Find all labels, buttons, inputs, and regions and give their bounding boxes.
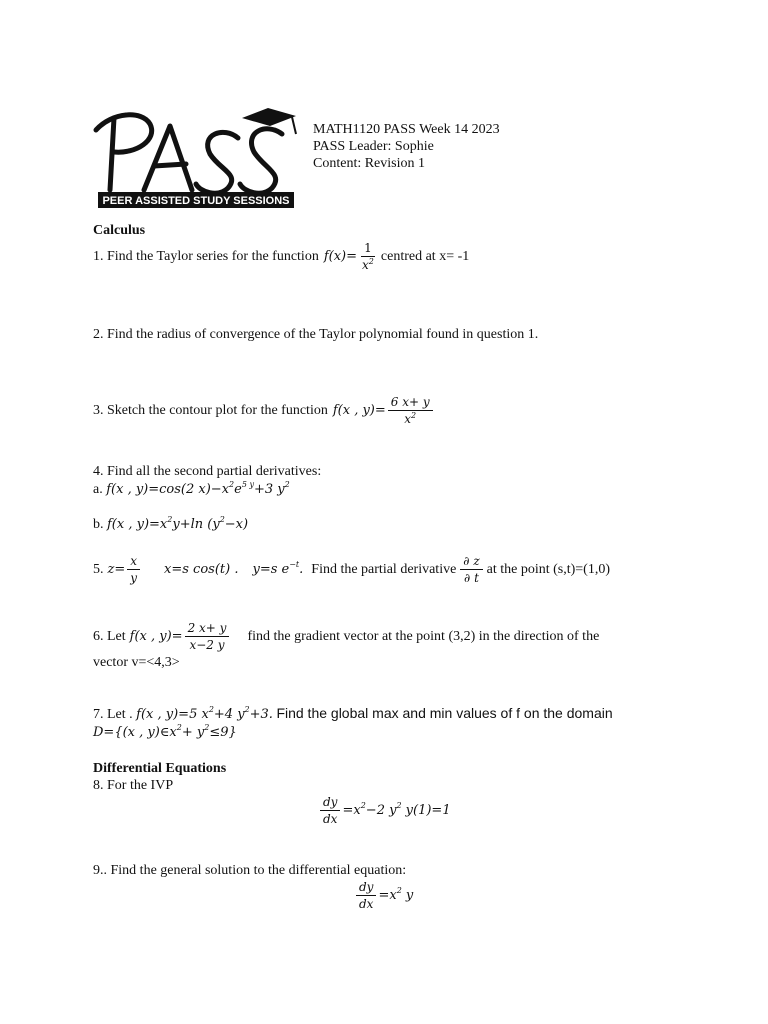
q7-domain-formula: D={(x , $y)\in x^2+ y^2\le 9$} bbox=[93, 723, 237, 740]
question-8-equation bbox=[318, 792, 451, 828]
q8-d-num: dy bbox=[320, 795, 340, 811]
q3-text: 3. Sketch the contour plot for the function bbox=[93, 402, 328, 418]
q3-den: $x^2$ bbox=[404, 410, 417, 426]
q9-d-den: dx bbox=[359, 896, 374, 911]
q5-partial-fraction bbox=[460, 554, 482, 585]
section-calculus: Calculus bbox=[93, 223, 146, 238]
q5-partial-den: ∂ t bbox=[464, 570, 479, 585]
course-title: MATH1120 PASS Week 14 2023 bbox=[313, 122, 500, 137]
q5-partial-num: ∂ z bbox=[460, 554, 482, 570]
q4a-formula: f(x , y)=cos(2 $x)-x^2e^{5 y}+3$ $y^2$ bbox=[106, 480, 290, 497]
question-7 bbox=[93, 705, 613, 723]
question-7-domain bbox=[93, 724, 237, 741]
q6-lhs: f(x , y)= bbox=[129, 628, 183, 644]
q5-z-den: y bbox=[130, 570, 138, 585]
q5-label: 5. bbox=[93, 561, 104, 577]
section-differential-equations: Differential Equations bbox=[93, 761, 227, 776]
q6-text: find the gradient vector at the point (3,2) in the direction of the bbox=[247, 628, 600, 644]
q9-d-num: dy bbox=[356, 880, 376, 896]
q8-d-den: dx bbox=[323, 811, 338, 826]
q6-fraction bbox=[185, 621, 230, 652]
q9-derivative bbox=[356, 880, 376, 911]
question-3 bbox=[93, 392, 435, 428]
pass-logo bbox=[92, 104, 304, 210]
q5-y-def: y=s $e^{-t}$. bbox=[252, 559, 304, 577]
q1-fraction bbox=[359, 241, 377, 272]
question-5 bbox=[93, 551, 610, 587]
q7-label: 7. Let . bbox=[93, 707, 133, 722]
pass-leader: PASS Leader: Sophie bbox=[313, 139, 434, 154]
q8-rhs: $=x^2-2$ $y^2$ y(1)=1 bbox=[342, 800, 451, 818]
q5-tail: at the point (s,t)=(1,0) bbox=[486, 561, 611, 577]
q5-z-num: x bbox=[127, 554, 140, 570]
q5-z-lhs: z= bbox=[107, 561, 126, 577]
q1-tail: centred at x= -1 bbox=[380, 248, 470, 264]
q1-den: $x^2$ bbox=[362, 256, 374, 272]
question-6-line2: vector v=<4,3> bbox=[93, 655, 180, 670]
q5-z-fraction bbox=[127, 554, 140, 585]
q1-lhs: f(x)= bbox=[323, 248, 358, 264]
q5-x-def: x=s cos(t) . bbox=[164, 561, 239, 577]
q4a-label: a. bbox=[93, 482, 103, 497]
question-9: 9.. Find the general solution to the differential equation: bbox=[93, 863, 407, 878]
q7-formula: f(x , y)=5 $x^2+4$ $y^2+3$. bbox=[136, 705, 273, 722]
logo-banner-text: PEER ASSISTED STUDY SESSIONS bbox=[102, 195, 290, 207]
question-4a bbox=[93, 481, 290, 498]
q6-den: x−2 y bbox=[189, 637, 225, 652]
q3-num: 6 x+ y bbox=[388, 395, 433, 411]
question-1 bbox=[93, 238, 469, 274]
q6-num: 2 x+ y bbox=[185, 621, 230, 637]
question-4: 4. Find all the second partial derivatives: bbox=[93, 464, 322, 479]
q1-num: 1 bbox=[361, 241, 375, 257]
q1-text: 1. Find the Taylor series for the function bbox=[93, 248, 319, 264]
q9-rhs: $=x^2$ y bbox=[378, 885, 414, 903]
logo-lettering bbox=[96, 115, 282, 193]
q7-text: Find the global max and min values of f on the domain bbox=[276, 705, 613, 721]
q4b-label: b. bbox=[93, 517, 104, 532]
question-8: 8. For the IVP bbox=[93, 778, 174, 793]
q8-derivative bbox=[320, 795, 340, 826]
question-6 bbox=[93, 618, 599, 654]
question-4b bbox=[93, 516, 248, 533]
q4b-formula: f(x , $y)=x^2y+\ln$ $(y^2-x)$ bbox=[107, 515, 249, 532]
q3-fraction bbox=[388, 395, 433, 426]
content-title: Content: Revision 1 bbox=[313, 156, 425, 171]
question-2: 2. Find the radius of convergence of the Taylor polynomial found in question 1. bbox=[93, 327, 539, 342]
q5-text: Find the partial derivative bbox=[311, 561, 457, 577]
question-9-equation bbox=[354, 877, 413, 913]
q6-label: 6. Let bbox=[93, 628, 126, 644]
q3-lhs: f(x , y)= bbox=[332, 402, 386, 418]
